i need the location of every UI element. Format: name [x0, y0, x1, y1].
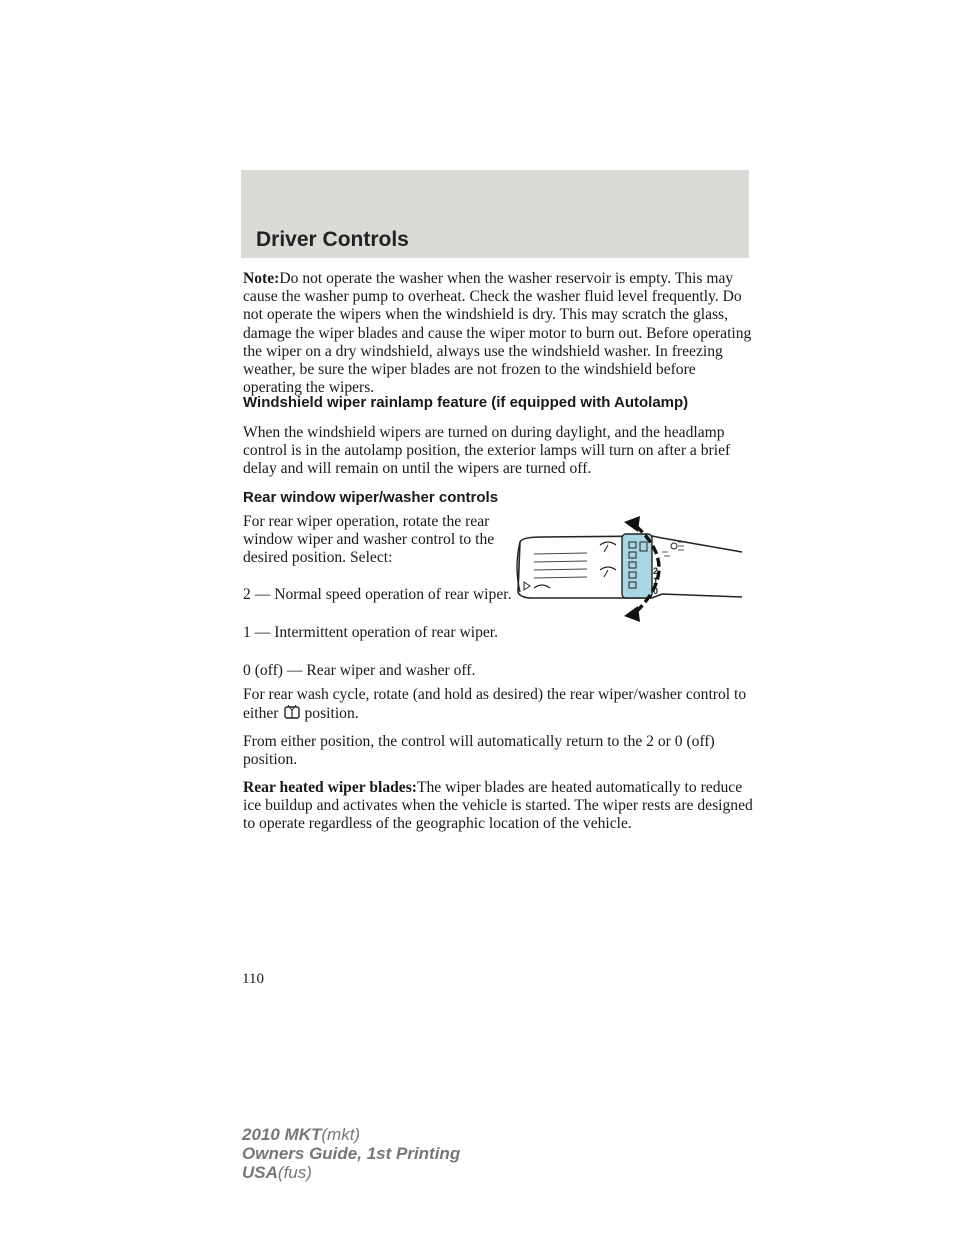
option-1-text: 1 — Intermittent operation of rear wiper.	[243, 624, 499, 641]
wash-cycle-text-end: position.	[304, 705, 359, 723]
position-label-0: 0	[653, 586, 659, 596]
section-header-band	[241, 170, 749, 258]
rainlamp-text: When the windshield wipers are turned on during daylight, and the headlamp control is in the autolamp position, the exterior lamps will turn on after a brief delay and will remain on until the wipers are turned off.	[243, 424, 731, 478]
page-number: 110	[242, 971, 264, 987]
rear-controls-intro: For rear wiper operation, rotate the rear window wiper and washer control to the desired position. Select:	[243, 513, 495, 567]
wiper-stalk-illustration	[512, 512, 748, 629]
footer-region-code: (fus)	[277, 1163, 312, 1182]
note-label: Note:	[243, 270, 280, 287]
rainlamp-paragraph	[243, 424, 753, 479]
rainlamp-heading: Windshield wiper rainlamp feature (if equipped with Autolamp)	[243, 394, 689, 411]
note-paragraph	[243, 270, 753, 397]
position-label-2: 2	[653, 566, 659, 576]
heated-blades-paragraph	[243, 779, 753, 834]
note-text: Do not operate the washer when the washer reservoir is empty. This may cause the washer pump to overheat. Check the washer fluid level frequently. Do not operate the wipers when the windshield is dry. This may scratch the glass, damage the wiper blades and cause the wiper motor to burn out. Before operating the wiper on a dry windshield, always use the windshield washer. In freezing weather, be sure the wiper blades are not frozen to the windshield before operating the wipers.	[243, 270, 752, 397]
wash-cycle-paragraph	[243, 686, 753, 723]
wash-cycle-text: For rear wash cycle, rotate (and hold as desired) the rear wiper/washer control to either	[243, 686, 747, 723]
heated-blades-label: Rear heated wiper blades:	[243, 779, 417, 796]
option-2-text: 2 — Normal speed operation of rear wiper.	[243, 586, 512, 603]
return-paragraph	[243, 733, 753, 769]
document-footer	[242, 1125, 460, 1182]
option-0-text: 0 (off) — Rear wiper and washer off.	[243, 662, 476, 679]
position-label-1: 1	[653, 576, 659, 586]
rear-washer-icon	[281, 704, 303, 720]
footer-guide: Owners Guide, 1st Printing	[242, 1144, 461, 1163]
rear-controls-heading: Rear window wiper/washer controls	[243, 489, 499, 506]
section-title: Driver Controls	[256, 228, 409, 251]
return-text: From either position, the control will automatically return to the 2 or 0 (off) position.	[243, 733, 715, 769]
footer-model: 2010 MKT	[242, 1125, 322, 1144]
footer-region: USA	[242, 1163, 278, 1182]
footer-model-code: (mkt)	[321, 1125, 361, 1144]
heated-blades-text: The wiper blades are heated automatically to reduce ice buildup and activates when the vehicle is started. The wiper rests are designed to operate regardless of the geographic location of the vehicle.	[243, 779, 753, 833]
